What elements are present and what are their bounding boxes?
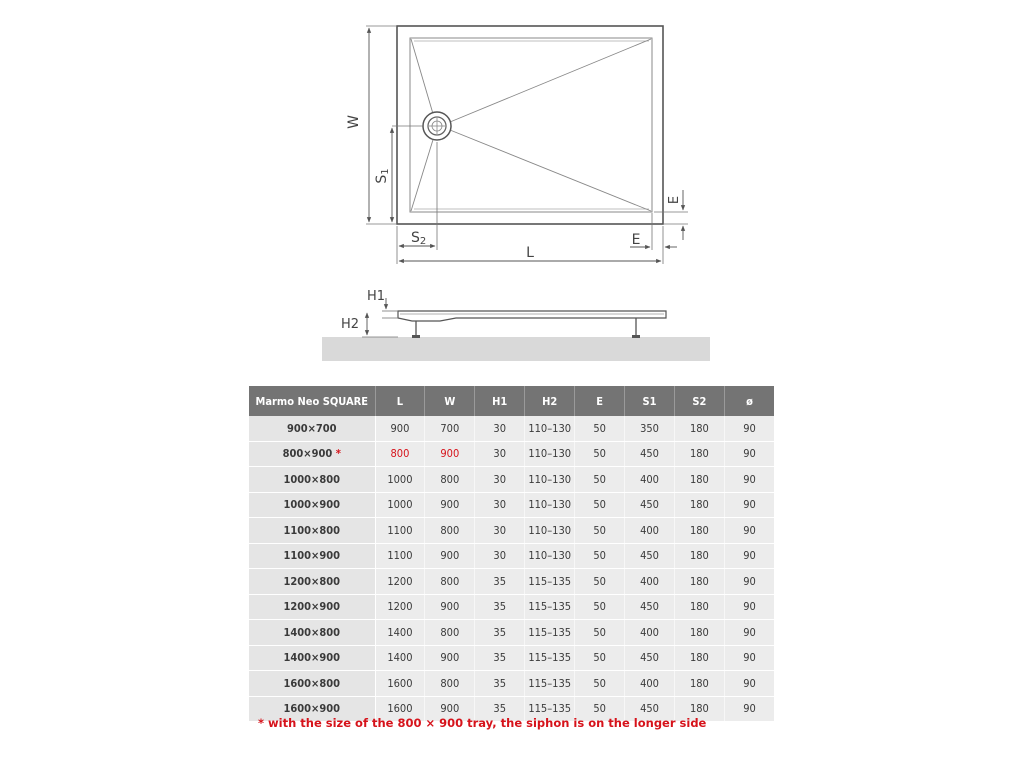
table-row xyxy=(249,441,774,467)
table-cell-s2: 180 xyxy=(674,492,724,518)
table-cell-dia: 90 xyxy=(724,696,774,722)
table-cell-h2: 110–130 xyxy=(525,543,575,569)
table-cell-s1: 450 xyxy=(625,543,675,569)
w-label: W xyxy=(346,115,362,129)
table-header-row xyxy=(249,386,774,416)
table-cell-s1: 400 xyxy=(625,671,675,697)
table-row xyxy=(249,671,774,697)
table-cell-h1: 35 xyxy=(475,696,525,722)
table-row xyxy=(249,492,774,518)
table-cell-h1: 35 xyxy=(475,620,525,646)
table-row xyxy=(249,645,774,671)
model-label: 800×900 xyxy=(282,447,333,461)
table-cell-w: 900 xyxy=(425,696,475,722)
table-cell-s1: 400 xyxy=(625,518,675,544)
table-row xyxy=(249,518,774,544)
table-cell-e: 50 xyxy=(575,416,625,441)
tray-profile xyxy=(398,311,666,321)
table-cell-s2: 180 xyxy=(674,696,724,722)
table-cell-dia: 90 xyxy=(724,467,774,493)
s2-label: S2 xyxy=(411,230,427,247)
table-cell-l: 1600 xyxy=(375,696,425,722)
table-cell-e: 50 xyxy=(575,620,625,646)
table-cell-s2: 180 xyxy=(674,467,724,493)
table-cell-w: 800 xyxy=(425,518,475,544)
table-row xyxy=(249,620,774,646)
table-cell-h1: 35 xyxy=(475,645,525,671)
model-note-marker: * xyxy=(335,447,341,461)
model-cell xyxy=(249,441,375,467)
table-cell-e: 50 xyxy=(575,543,625,569)
table-cell-e: 50 xyxy=(575,671,625,697)
table-row xyxy=(249,594,774,620)
table-cell-s1: 450 xyxy=(625,696,675,722)
table-cell-h2: 115–135 xyxy=(525,696,575,722)
model-label: 1200×900 xyxy=(283,600,340,614)
table-cell-dia: 90 xyxy=(724,594,774,620)
table-cell-h1: 30 xyxy=(475,467,525,493)
table-cell-s1: 350 xyxy=(625,416,675,441)
tray-foot xyxy=(412,321,420,338)
table-cell-l: 1600 xyxy=(375,671,425,697)
table-cell-dia: 90 xyxy=(724,416,774,441)
table-cell-e: 50 xyxy=(575,467,625,493)
table-cell-l: 1000 xyxy=(375,492,425,518)
table-cell-h2: 110–130 xyxy=(525,467,575,493)
table-row xyxy=(249,416,774,441)
table-cell-w: 800 xyxy=(425,467,475,493)
table-cell-s2: 180 xyxy=(674,620,724,646)
table-cell-s1: 450 xyxy=(625,594,675,620)
model-cell xyxy=(249,594,375,620)
table-cell-h2: 115–135 xyxy=(525,569,575,595)
model-cell xyxy=(249,492,375,518)
column-header: L xyxy=(375,386,425,416)
table-cell-l: 1400 xyxy=(375,645,425,671)
footnote: * with the size of the 800 × 900 tray, the siphon is on the longer side xyxy=(258,716,707,730)
table-cell-h2: 110–130 xyxy=(525,492,575,518)
model-label: 1600×900 xyxy=(283,702,340,716)
table-cell-w: 900 xyxy=(425,492,475,518)
table-cell-h1: 30 xyxy=(475,543,525,569)
table-cell-s1: 450 xyxy=(625,645,675,671)
column-header: H1 xyxy=(475,386,525,416)
table-cell-s1: 450 xyxy=(625,441,675,467)
table-cell-dia: 90 xyxy=(724,620,774,646)
table-cell-l: 1100 xyxy=(375,518,425,544)
table-cell-w: 900 xyxy=(425,543,475,569)
column-header: ø xyxy=(724,386,774,416)
table-cell-h1: 30 xyxy=(475,492,525,518)
table-cell-w: 800 xyxy=(425,569,475,595)
table-cell-dia: 90 xyxy=(724,492,774,518)
table-cell-h1: 35 xyxy=(475,569,525,595)
table-cell-w: 800 xyxy=(425,620,475,646)
table-cell-s1: 400 xyxy=(625,620,675,646)
model-cell xyxy=(249,620,375,646)
top-view xyxy=(346,26,688,264)
table-cell-l: 1200 xyxy=(375,569,425,595)
e-label-vertical: E xyxy=(667,195,682,205)
model-cell xyxy=(249,671,375,697)
table-cell-w: 900 xyxy=(425,594,475,620)
side-view xyxy=(322,289,710,361)
column-header: W xyxy=(425,386,475,416)
column-header: E xyxy=(575,386,625,416)
shower-tray-drawing xyxy=(0,0,1024,380)
table-cell-dia: 90 xyxy=(724,671,774,697)
model-label: 1000×900 xyxy=(283,498,340,512)
column-header: Marmo Neo SQUARE xyxy=(249,386,375,416)
table-cell-l: 1400 xyxy=(375,620,425,646)
table-cell-s2: 180 xyxy=(674,441,724,467)
table-cell-h2: 110–130 xyxy=(525,518,575,544)
table-cell-e: 50 xyxy=(575,594,625,620)
drain-icon xyxy=(423,112,451,140)
table-cell-s1: 450 xyxy=(625,492,675,518)
table-cell-s2: 180 xyxy=(674,543,724,569)
column-header: H2 xyxy=(525,386,575,416)
table-cell-h2: 115–135 xyxy=(525,645,575,671)
model-label: 1400×800 xyxy=(283,625,340,639)
table-cell-w: 700 xyxy=(425,416,475,441)
model-label: 1200×800 xyxy=(283,574,340,588)
table-row xyxy=(249,543,774,569)
tray-foot xyxy=(632,318,640,338)
table-cell-s1: 400 xyxy=(625,569,675,595)
table-cell-h2: 115–135 xyxy=(525,620,575,646)
l-label: L xyxy=(526,245,534,261)
table-cell-l: 1100 xyxy=(375,543,425,569)
model-cell xyxy=(249,645,375,671)
h1-label: H1 xyxy=(366,289,386,304)
table-cell-l: 900 xyxy=(375,416,425,441)
table-cell-s2: 180 xyxy=(674,594,724,620)
table-cell-h1: 35 xyxy=(475,594,525,620)
table-cell-h1: 30 xyxy=(475,518,525,544)
h2-label: H2 xyxy=(340,317,360,332)
model-cell xyxy=(249,518,375,544)
table-cell-w: 900 xyxy=(425,441,475,467)
column-header: S2 xyxy=(674,386,724,416)
table-body xyxy=(249,416,774,722)
column-header: S1 xyxy=(625,386,675,416)
dimension-table xyxy=(249,386,774,722)
model-label: 1100×800 xyxy=(283,523,340,537)
model-cell xyxy=(249,416,375,441)
table-row xyxy=(249,569,774,595)
table-cell-s2: 180 xyxy=(674,671,724,697)
table-cell-h2: 115–135 xyxy=(525,594,575,620)
table-cell-dia: 90 xyxy=(724,518,774,544)
e-label-horizontal: E xyxy=(631,232,641,248)
table-cell-dia: 90 xyxy=(724,441,774,467)
table-cell-w: 900 xyxy=(425,645,475,671)
table-cell-l: 1200 xyxy=(375,594,425,620)
s1-label: S1 xyxy=(374,168,391,184)
table-cell-w: 800 xyxy=(425,671,475,697)
table-cell-l: 800 xyxy=(375,441,425,467)
table-cell-h1: 35 xyxy=(475,671,525,697)
floor xyxy=(322,337,710,361)
table-cell-s2: 180 xyxy=(674,518,724,544)
table-cell-e: 50 xyxy=(575,696,625,722)
table-cell-h2: 110–130 xyxy=(525,416,575,441)
table-cell-s2: 180 xyxy=(674,569,724,595)
model-label: 1100×900 xyxy=(283,549,340,563)
table-cell-s2: 180 xyxy=(674,416,724,441)
table-row xyxy=(249,467,774,493)
table-cell-e: 50 xyxy=(575,569,625,595)
model-label: 900×700 xyxy=(286,421,337,435)
table-cell-e: 50 xyxy=(575,441,625,467)
table-cell-s1: 400 xyxy=(625,467,675,493)
model-cell xyxy=(249,543,375,569)
table-cell-e: 50 xyxy=(575,645,625,671)
table-cell-dia: 90 xyxy=(724,543,774,569)
model-label: 1400×900 xyxy=(283,651,340,665)
table-cell-e: 50 xyxy=(575,492,625,518)
model-label: 1000×800 xyxy=(283,472,340,486)
table-cell-e: 50 xyxy=(575,518,625,544)
table-cell-l: 1000 xyxy=(375,467,425,493)
table-cell-h1: 30 xyxy=(475,416,525,441)
table-cell-h2: 110–130 xyxy=(525,441,575,467)
table-cell-dia: 90 xyxy=(724,645,774,671)
table-cell-h1: 30 xyxy=(475,441,525,467)
table-cell-dia: 90 xyxy=(724,569,774,595)
model-cell xyxy=(249,467,375,493)
model-label: 1600×800 xyxy=(283,676,340,690)
model-cell xyxy=(249,569,375,595)
table-cell-h2: 115–135 xyxy=(525,671,575,697)
table-cell-s2: 180 xyxy=(674,645,724,671)
